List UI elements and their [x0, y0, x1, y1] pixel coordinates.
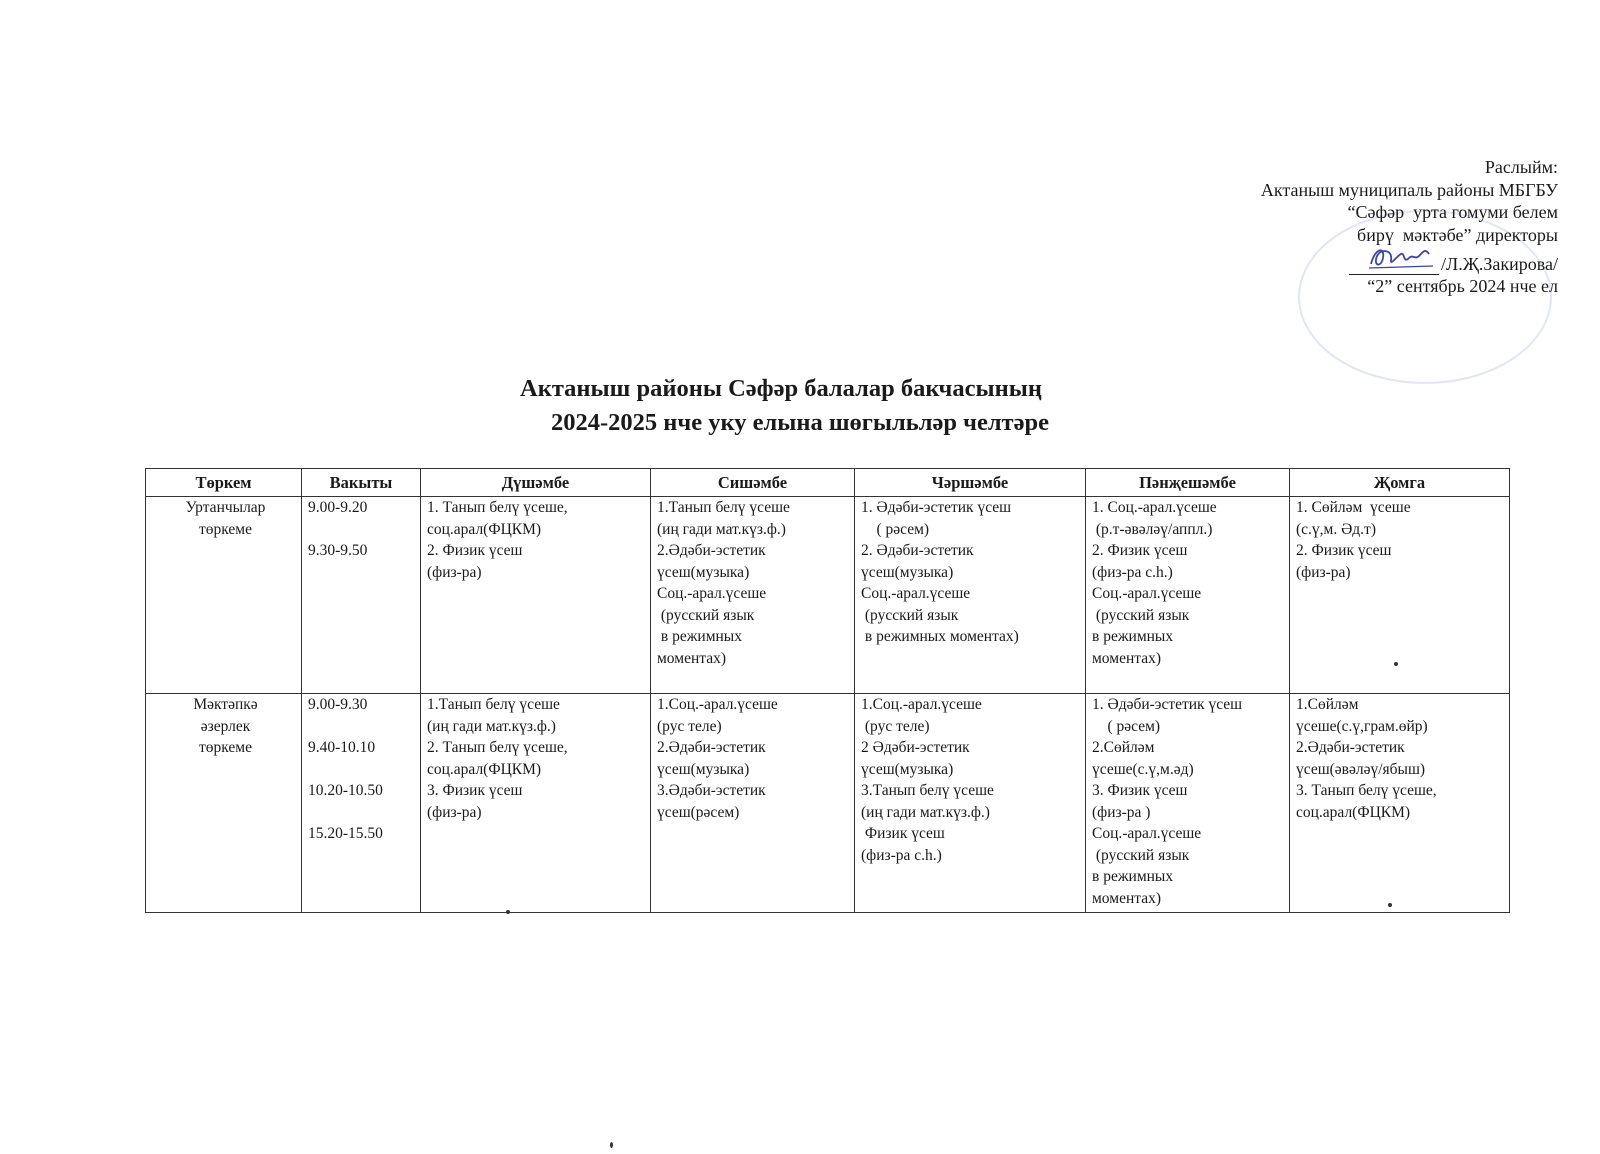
director-name: /Л.Җ.Закирова/	[1441, 253, 1558, 274]
monday-cell: 1.Танып белү үсеше (иң гади мат.күз.ф.) 2. Танып белү үсеше, соц.арал(ФЦКМ) 3. Физик үсеш (физ-ра)	[421, 694, 651, 913]
header-friday: Җомга	[1290, 469, 1510, 497]
approval-org: Актаныш муниципаль районы МБГБУ	[1260, 179, 1558, 200]
approval-label: Раслыйм:	[1484, 157, 1558, 177]
scan-speck	[1388, 903, 1392, 907]
friday-cell: 1.Сөйләм үсеше(с.ү,грам.өйр) 2.Әдәби-эстетик үсеш(әвәләү/ябыш) 3. Танып белү үсеше, соц.арал(ФЦКМ)	[1290, 694, 1510, 913]
header-time: Вакыты	[302, 469, 421, 497]
approval-date: “2” сентябрь 2024 нче ел	[1367, 276, 1558, 296]
approval-position: бирү мәктәбе” директоры	[1357, 224, 1558, 245]
table-row	[146, 497, 1510, 694]
title-line-2: 2024-2025 нче уку елына шөгыльләр челтәре	[551, 409, 1049, 436]
wednesday-cell: 1. Әдәби-эстетик үсеш ( рәсем) 2. Әдәби-эстетик үсеш(музыка) Соц.-арал.үсеше (русский язык в режимных моментах)	[855, 497, 1086, 694]
tuesday-cell: 1.Соц.-арал.үсеше (рус теле) 2.Әдәби-эстетик үсеш(музыка) 3.Әдәби-эстетик үсеш(рәсем)	[651, 694, 855, 913]
time-cell: 9.00-9.30 9.40-10.10 10.20-10.50 15.20-15.50	[302, 694, 421, 913]
approval-block	[1261, 156, 1558, 298]
scan-speck	[506, 910, 510, 914]
approval-school: “Сәфәр урта гомуми белем	[1347, 202, 1558, 222]
title-line-1: Актаныш районы Сәфәр балалар бакчасының	[520, 375, 1042, 402]
time-cell: 9.00-9.20 9.30-9.50	[302, 497, 421, 694]
monday-cell: 1. Танып белү үсеше, соц.арал(ФЦКМ) 2. Физик үсеш (физ-ра)	[421, 497, 651, 694]
signature-row	[1261, 246, 1558, 275]
group-cell: Мәктәпкә әзерлек төркеме	[146, 694, 302, 913]
header-wednesday: Чәршәмбе	[855, 469, 1086, 497]
scan-speck	[610, 1142, 613, 1148]
table-row	[146, 694, 1510, 913]
handwritten-signature	[1349, 246, 1439, 275]
document-title	[0, 372, 1600, 440]
thursday-cell: 1. Әдәби-эстетик үсеш ( рәсем) 2.Сөйләм үсеше(с.ү,м.әд) 3. Физик үсеш (физ-ра ) Соц.-арал.үсеше (русский язык в режимных моментах)	[1086, 694, 1290, 913]
schedule-table	[145, 468, 1510, 913]
scan-speck	[1394, 662, 1398, 666]
header-monday: Дүшәмбе	[421, 469, 651, 497]
tuesday-cell: 1.Танып белү үсеше (иң гади мат.күз.ф.) 2.Әдәби-эстетик үсеш(музыка) Соц.-арал.үсеше (русский язык в режимных моментах)	[651, 497, 855, 694]
group-cell: Уртанчылар төркеме	[146, 497, 302, 694]
wednesday-cell: 1.Соц.-арал.үсеше (рус теле) 2 Әдәби-эстетик үсеш(музыка) 3.Танып белү үсеше (иң гади мат.күз.ф.) Физик үсеш (физ-ра с.һ.)	[855, 694, 1086, 913]
thursday-cell: 1. Соц.-арал.үсеше (р.т-әвәләү/аппл.) 2. Физик үсеш (физ-ра с.һ.) Соц.-арал.үсеше (русский язык в режимных моментах)	[1086, 497, 1290, 694]
friday-cell: 1. Сөйләм үсеше (с.ү,м. Әд.т) 2. Физик үсеш (физ-ра)	[1290, 497, 1510, 694]
header-group: Төркем	[146, 469, 302, 497]
header-thursday: Пәнҗешәмбе	[1086, 469, 1290, 497]
header-tuesday: Сишәмбе	[651, 469, 855, 497]
table-header-row	[146, 469, 1510, 497]
